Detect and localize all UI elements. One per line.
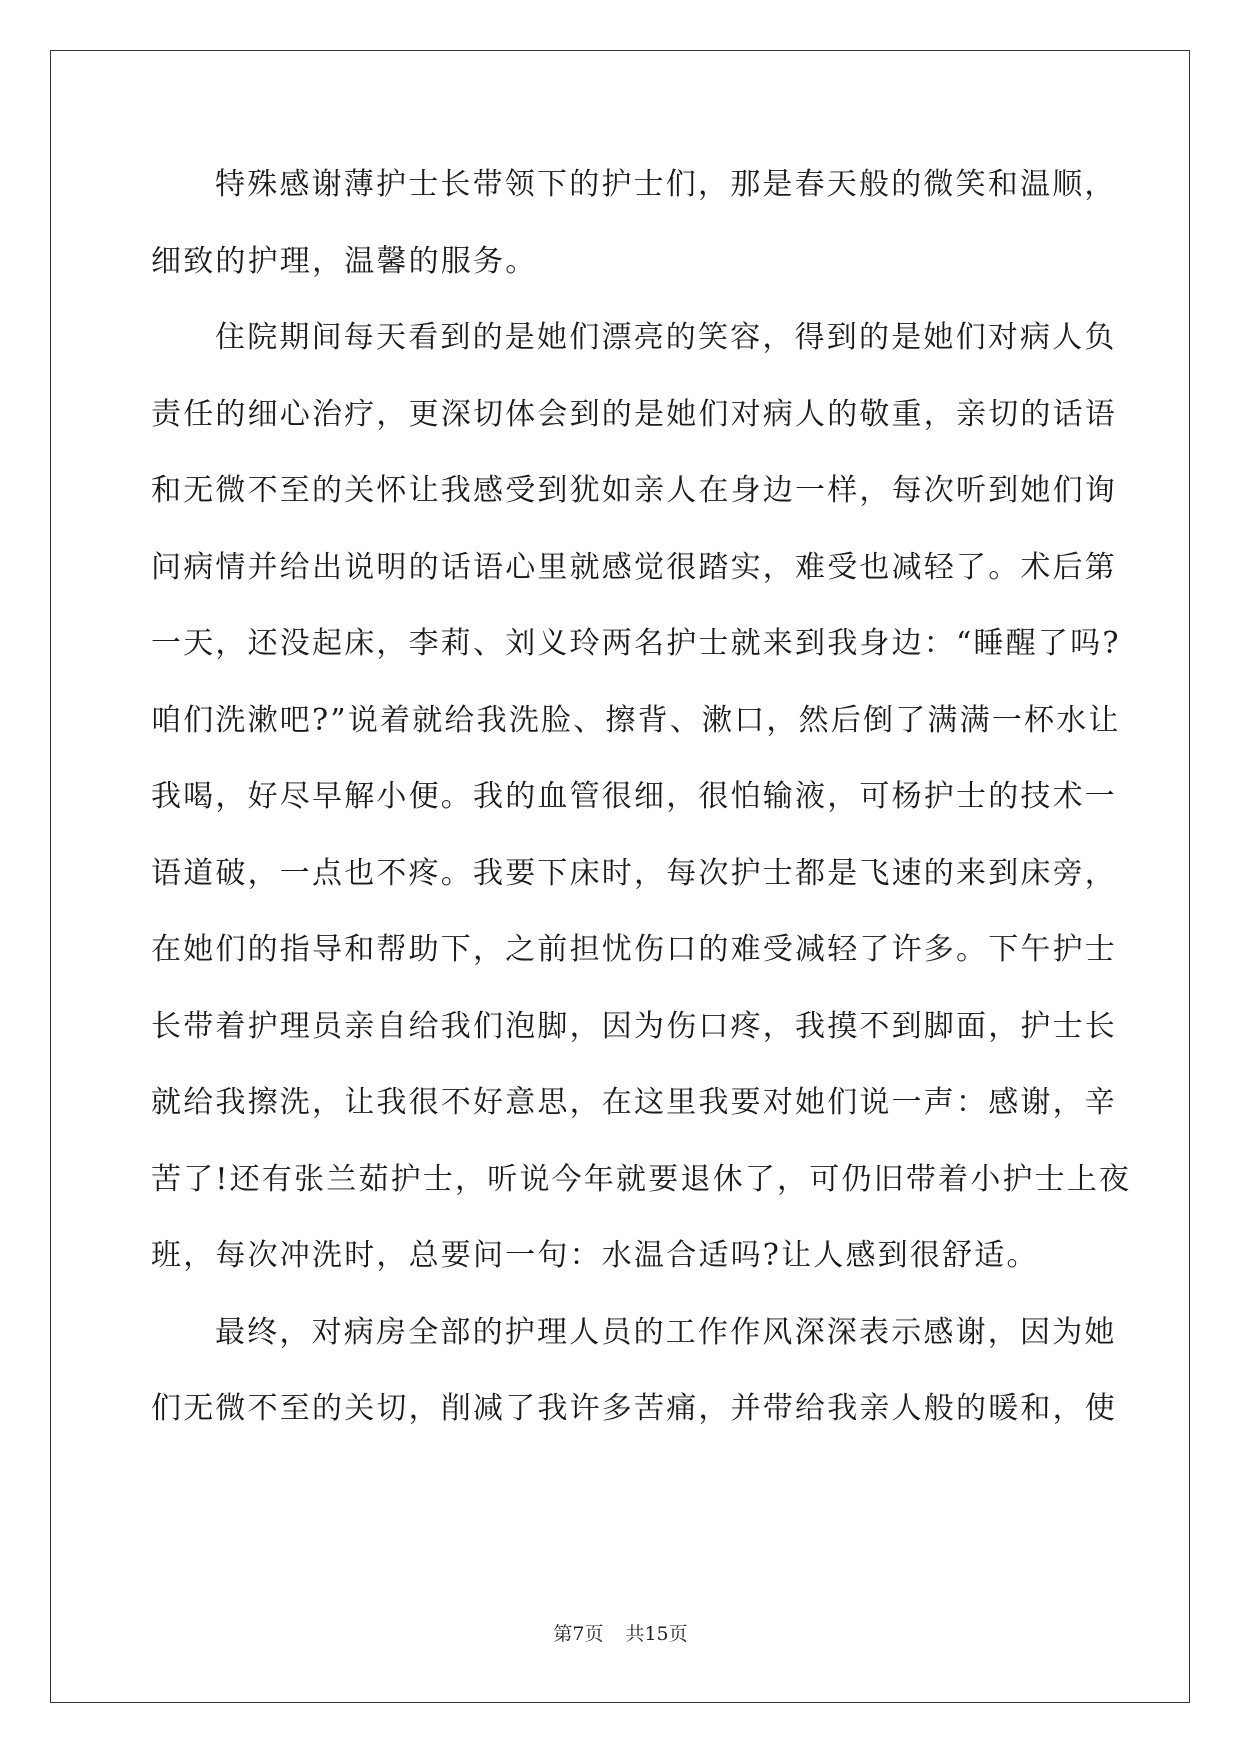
page-number-current: 第7页 xyxy=(553,1623,604,1645)
paragraph-3-line-1: 最终，对病房全部的护理人员的工作作风深深表示感谢，因为她 xyxy=(215,1314,1117,1350)
paragraph-2-line-9: 在她们的指导和帮助下，之前担忧伤口的难受减轻了许多。下午护士 xyxy=(151,932,1117,967)
paragraph-2-line-5: 一天，还没起床，李莉、刘义玲两名护士就来到我身边：“睡醒了吗? xyxy=(151,626,1121,661)
paragraph-2-line-8: 语道破，一点也不疼。我要下床时，每次护士都是飞速的来到床旁， xyxy=(151,855,1117,891)
paragraph-2-line-12: 苦了!还有张兰茹护士，听说今年就要退休了，可仍旧带着小护士上夜 xyxy=(151,1161,1132,1197)
paragraph-2-line-11: 就给我擦洗，让我很不好意思，在这里我要对她们说一声：感谢，辛 xyxy=(151,1085,1117,1120)
paragraph-2-line-7: 我喝，好尽早解小便。我的血管很细，很怕输液，可杨护士的技术一 xyxy=(151,779,1117,814)
paragraph-2-line-13: 班，每次冲洗时，总要问一句：水温合适吗?让人感到很舒适。 xyxy=(151,1238,1039,1273)
paragraph-2-line-10: 长带着护理员亲自给我们泡脚，因为伤口疼，我摸不到脚面，护士长 xyxy=(151,1008,1117,1044)
paragraph-3-line-2: 们无微不至的关切，削减了我许多苦痛，并带给我亲人般的暖和，使 xyxy=(151,1391,1117,1426)
paragraph-2-line-4: 问病情并给出说明的话语心里就感觉很踏实，难受也减轻了。术后第 xyxy=(151,549,1117,585)
paragraph-1-line-2: 细致的护理，温馨的服务。 xyxy=(151,243,538,279)
document-body xyxy=(151,164,1132,1465)
page-footer xyxy=(0,1622,1241,1646)
paragraph-2-line-1: 住院期间每天看到的是她们漂亮的笑容，得到的是她们对病人负 xyxy=(215,320,1117,355)
paragraph-2-line-6: 咱们洗漱吧?”说着就给我洗脸、擦背、漱口，然后倒了满满一杯水让 xyxy=(151,702,1121,738)
paragraph-2-line-2: 责任的细心治疗，更深切体会到的是她们对病人的敬重，亲切的话语 xyxy=(151,396,1117,432)
paragraph-1-line-1: 特殊感谢薄护士长带领下的护士们，那是春天般的微笑和温顺， xyxy=(215,167,1117,202)
page-number-total: 共15页 xyxy=(625,1623,688,1645)
paragraph-2-line-3: 和无微不至的关怀让我感受到犹如亲人在身边一样，每次听到她们询 xyxy=(151,473,1117,508)
